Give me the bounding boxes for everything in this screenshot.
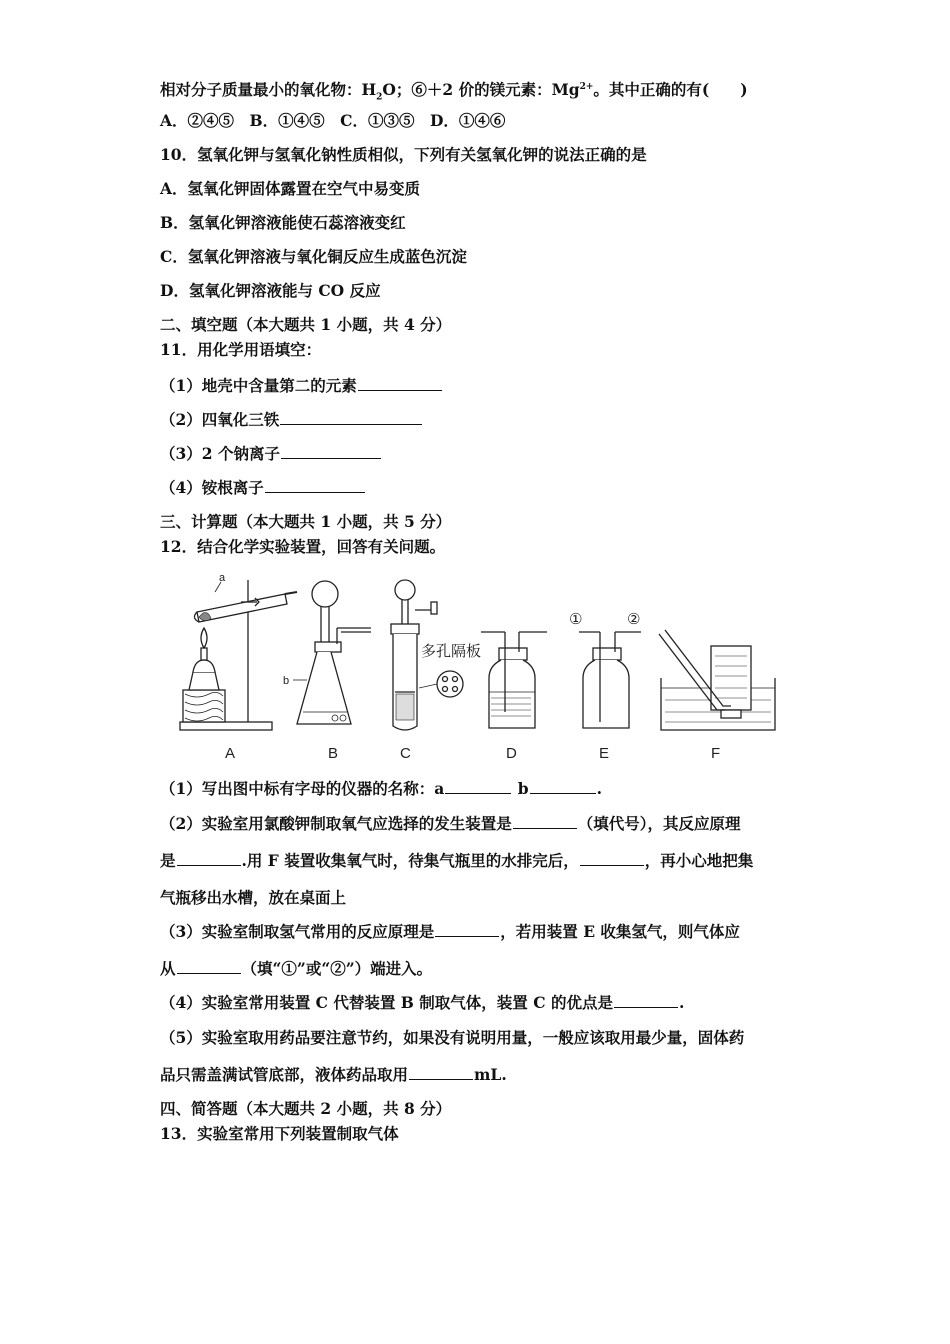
q12-p2-text-d: .用 F 装置收集氧气时，待集气瓶里的水排完后， — [241, 851, 579, 870]
answer-blank[interactable] — [530, 779, 596, 794]
apparatus-f — [659, 630, 775, 730]
q9-line — [160, 77, 748, 107]
apparatus-b — [283, 581, 371, 724]
apparatus-e — [569, 611, 641, 728]
q12-part-5-line-1: （5）实验室取用药品要注意节约，如果没有说明用量，一般应该取用最少量，固体药 — [160, 1028, 745, 1047]
q9-subscript: 2 — [376, 92, 383, 103]
q12-p5-text-c: mL. — [474, 1065, 507, 1084]
q12-p1-text-c: . — [596, 779, 602, 798]
answer-blank[interactable] — [614, 993, 678, 1008]
label-a-mark: a — [219, 572, 226, 584]
q12-p5-text-b: 品只需盖满试管底部，液体药品取用 — [160, 1065, 409, 1084]
q12-p3-text-c: 从 — [160, 959, 176, 978]
answer-blank[interactable] — [280, 410, 422, 425]
answer-blank[interactable] — [580, 851, 644, 866]
answer-blank[interactable] — [265, 478, 365, 493]
q12-part-4 — [160, 993, 684, 1013]
figure-label-d: D — [506, 745, 517, 762]
q12-p2-text-b: （填代号），其反应原理 — [577, 814, 741, 833]
section-2-heading: 二、填空题（本大题共 1 小题，共 4 分） — [160, 315, 452, 334]
q12-part-2-line-1 — [160, 814, 741, 834]
q13-stem: 13．实验室常用下列装置制取气体 — [160, 1124, 399, 1143]
q10-option-c: C．氢氧化钾溶液与氧化铜反应生成蓝色沉淀 — [160, 247, 467, 266]
q12-part-1 — [160, 779, 602, 799]
q12-p1-text-a: （1）写出图中标有字母的仪器的名称：a — [160, 779, 445, 798]
figure-label-e: E — [599, 745, 610, 762]
answer-blank[interactable] — [177, 851, 241, 866]
section-3-heading: 三、计算题（本大题共 1 小题，共 5 分） — [160, 512, 452, 531]
q12-part-2-line-2 — [160, 851, 753, 871]
apparatus-a — [180, 572, 297, 730]
q10-option-a: A．氢氧化钾固体露置在空气中易变质 — [160, 179, 421, 198]
q11-part-3 — [160, 444, 382, 464]
q12-p2-text-e: ，再小心地把集 — [644, 851, 754, 870]
apparatus-c — [391, 580, 481, 730]
q11-part-1-text: （1）地壳中含量第二的元素 — [160, 376, 357, 395]
figure-label-f: F — [711, 745, 721, 762]
q11-part-3-text: （3）2 个钠离子 — [160, 444, 280, 463]
q11-part-1 — [160, 376, 443, 396]
answer-blank[interactable] — [358, 376, 442, 391]
answer-blank[interactable] — [513, 814, 577, 829]
q12-p3-text-a: （3）实验室制取氢气常用的反应原理是 — [160, 922, 435, 941]
q9-text-c: 。其中正确的有( ) — [593, 80, 748, 100]
q9-text-b: O；⑥＋2 价的镁元素：Mg — [382, 80, 580, 100]
q9-options: A．②④⑤ B．①④⑤ C．①③⑤ D．①④⑥ — [160, 111, 506, 130]
q12-part-5-line-2 — [160, 1065, 507, 1085]
answer-blank[interactable] — [177, 959, 241, 974]
q11-part-2 — [160, 410, 423, 430]
q12-p3-text-d: （填“①”或“②”）端进入。 — [241, 959, 433, 978]
q12-p4-text-b: . — [678, 993, 685, 1012]
figure-label-c: C — [400, 745, 411, 762]
answer-blank[interactable] — [409, 1065, 473, 1080]
q12-part-3-line-2 — [160, 959, 432, 979]
q12-part-3-line-1 — [160, 922, 740, 942]
q12-p1-text-b: b — [512, 779, 529, 798]
q11-stem: 11．用化学用语填空： — [160, 340, 322, 359]
q12-stem: 12．结合化学实验装置，回答有关问题。 — [160, 537, 446, 556]
apparatus-d — [481, 632, 547, 728]
q12-part-2-line-3: 气瓶移出水槽，放在桌面上 — [160, 888, 347, 907]
answer-blank[interactable] — [445, 779, 511, 794]
q10-option-d: D．氢氧化钾溶液能与 CO 反应 — [160, 281, 381, 300]
q12-p3-text-b: ，若用装置 E 收集氢气，则气体应 — [500, 922, 740, 941]
q9-text-a: 相对分子质量最小的氧化物：H — [160, 80, 377, 100]
q12-p2-text-a: （2）实验室用氯酸钾制取氧气应选择的发生装置是 — [160, 814, 512, 833]
section-4-heading: 四、简答题（本大题共 2 小题，共 8 分） — [160, 1099, 452, 1118]
port-2-label: ② — [627, 611, 641, 628]
q10-option-b: B．氢氧化钾溶液能使石蕊溶液变红 — [160, 213, 406, 232]
q12-p4-text-a: （4）实验室常用装置 C 代替装置 B 制取气体，装置 C 的优点是 — [160, 993, 613, 1012]
answer-blank[interactable] — [281, 444, 381, 459]
port-1-label: ① — [569, 611, 583, 628]
answer-blank[interactable] — [435, 922, 499, 937]
label-b-mark: b — [283, 675, 290, 687]
q11-part-2-text: （2）四氧化三铁 — [160, 410, 280, 429]
q12-p2-text-c: 是 — [160, 851, 176, 870]
figure-label-b: B — [328, 745, 339, 762]
apparatus-figure — [175, 572, 785, 767]
q11-part-4 — [160, 478, 366, 498]
figure-label-a: A — [225, 745, 236, 762]
q11-part-4-text: （4）铵根离子 — [160, 478, 264, 497]
q10-stem: 10．氢氧化钾与氢氧化钠性质相似，下列有关氢氧化钾的说法正确的是 — [160, 145, 647, 164]
porous-plate-label: 多孔隔板 — [421, 643, 482, 660]
q9-superscript: 2+ — [579, 82, 594, 92]
